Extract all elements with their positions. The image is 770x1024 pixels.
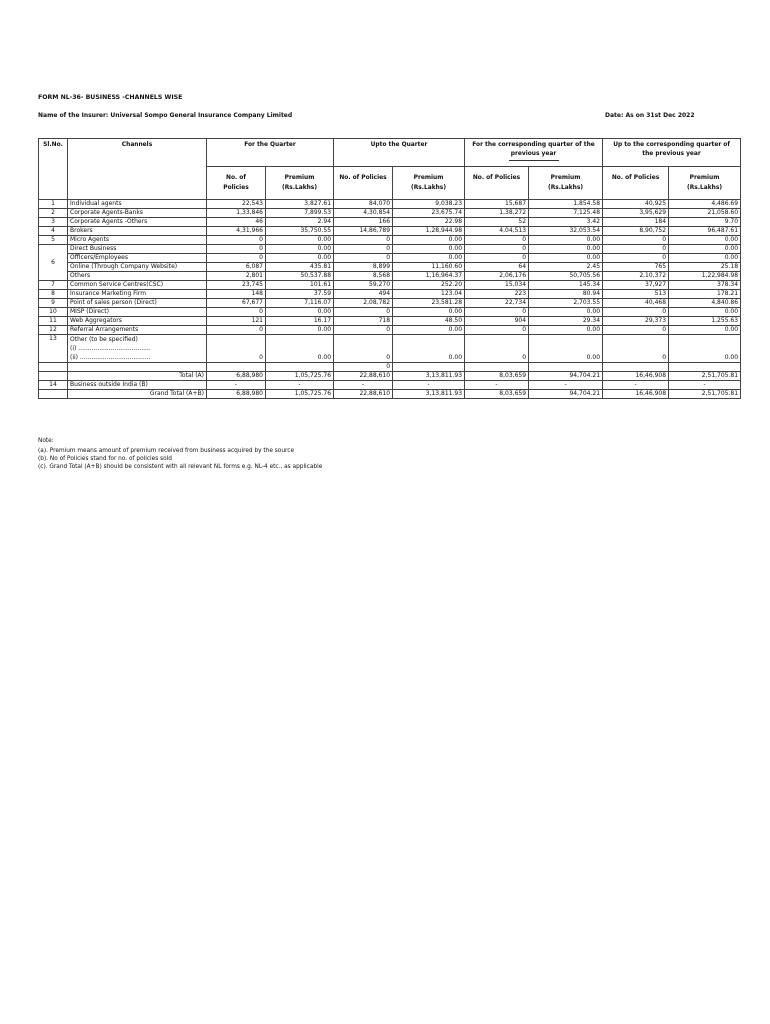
value-cell: 0 [465,326,529,335]
value-cell: 0.00 [669,308,741,317]
value-cell: 0.00 [529,254,603,263]
header-line: Premium [284,175,315,181]
sl-no-cell: 14 [39,381,68,390]
value-cell: 1,38,272 [465,209,529,218]
value-cell: 252.20 [393,281,465,290]
channel-cell: Insurance Marketing Firm [68,290,207,299]
table-row [39,263,741,272]
value-cell: 0.00 [393,236,465,245]
value-cell: 16,46,908 [603,372,669,381]
notes-heading: Note: [38,438,54,444]
sl-no-cell: 1 [39,200,68,209]
value-cell [465,363,529,372]
value-cell: 22,543 [207,200,266,209]
value-cell: 435.81 [266,263,334,272]
value-cell: 0 [603,254,669,263]
value-cell: 22,734 [465,299,529,308]
sl-no-cell: 13 [39,335,68,363]
value-cell: 0.00 [529,335,603,363]
premium-header [529,167,603,200]
value-cell: 0 [207,236,266,245]
value-cell: 0 [334,254,393,263]
group-title-line: For the corresponding quarter of the [472,142,595,148]
value-cell: 4,840.86 [669,299,741,308]
channel-cell: Others [68,272,207,281]
value-cell: 2.94 [266,218,334,227]
value-cell: 6,88,980 [207,390,266,399]
value-cell: 904 [465,317,529,326]
value-cell: 0.00 [266,254,334,263]
channel-cell [68,363,207,372]
value-cell: 15,687 [465,200,529,209]
value-cell: 0 [603,335,669,363]
value-cell: 0 [207,245,266,254]
value-cell: 48.50 [393,317,465,326]
value-cell: 3.42 [529,218,603,227]
total-a-row [39,372,741,381]
value-cell: 4,31,966 [207,227,266,236]
header-underline [509,160,559,161]
value-cell: 8,03,659 [465,372,529,381]
value-cell: 2,51,705.81 [669,372,741,381]
value-cell: 23,675.74 [393,209,465,218]
value-cell: 7,899.53 [266,209,334,218]
header-line: Premium [550,175,581,181]
channel-cell: Brokers [68,227,207,236]
value-cell: 94,704.21 [529,372,603,381]
channel-cell: Online (Through Company Website) [68,263,207,272]
value-cell: 0.00 [393,254,465,263]
value-cell: 25.18 [669,263,741,272]
channel-cell: Point of sales person (Direct) [68,299,207,308]
form-title: FORM NL-36- BUSINESS -CHANNELS WISE [38,94,183,101]
value-cell: 4,30,854 [334,209,393,218]
header-line: (Rs.Lakhs) [282,185,318,191]
channel-cell: Referral Arrangements [68,326,207,335]
value-cell: 23,745 [207,281,266,290]
table-row [39,308,741,317]
value-cell: 9,038.23 [393,200,465,209]
sl-no-cell [39,363,68,372]
value-cell: 0.00 [669,335,741,363]
sl-no-cell: 9 [39,299,68,308]
value-cell: 8,03,659 [465,390,529,399]
channel-cell: Micro Agents [68,236,207,245]
table-row [39,381,741,390]
sl-no-cell: 10 [39,308,68,317]
grand-total-label: Grand Total (A+B) [68,390,207,399]
value-cell: 3,95,629 [603,209,669,218]
value-cell [266,363,334,372]
premium-header [393,167,465,200]
value-cell: 145.34 [529,281,603,290]
value-cell: - [207,381,266,390]
value-cell: 8,899 [334,263,393,272]
value-cell: 0.00 [529,236,603,245]
header-line: No. of Policies [339,175,387,181]
header-line: (Rs.Lakhs) [687,185,723,191]
value-cell [207,363,266,372]
value-cell: 4,486.69 [669,200,741,209]
table-row [39,200,741,209]
value-cell: 22.98 [393,218,465,227]
value-cell: 0 [465,245,529,254]
channel-cell: Common Service Centres(CSC) [68,281,207,290]
value-cell: 35,750.55 [266,227,334,236]
value-cell: 22,88,610 [334,390,393,399]
channel-cell: Business outside India (B) [68,381,207,390]
value-cell: 0.00 [529,245,603,254]
value-cell: 0 [465,308,529,317]
group-title-line: For the Quarter [244,142,296,148]
value-cell: 1,255.63 [669,317,741,326]
table-row [39,363,741,372]
value-cell: 37,927 [603,281,669,290]
value-cell: 0.00 [393,308,465,317]
value-cell: 0 [207,335,266,363]
value-cell: 223 [465,290,529,299]
value-cell: 1,05,725.76 [266,372,334,381]
value-cell: 3,827.61 [266,200,334,209]
value-cell: - [334,381,393,390]
value-cell: 1,33,846 [207,209,266,218]
header-row-groups [39,139,741,167]
premium-header [669,167,741,200]
value-cell: 15,034 [465,281,529,290]
sl-no-cell [39,372,68,381]
value-cell: 2,51,705.81 [669,390,741,399]
value-cell: 6,88,980 [207,372,266,381]
value-cell: 40,468 [603,299,669,308]
channels-header: Channels [68,139,207,200]
value-cell: 101.61 [266,281,334,290]
table-row [39,218,741,227]
value-cell: 166 [334,218,393,227]
channel-line: (ii) ..................................... [70,354,151,361]
value-cell: 0 [465,236,529,245]
table-row [39,209,741,218]
value-cell: 718 [334,317,393,326]
grand-total-row [39,390,741,399]
for-the-quarter-header [207,139,334,167]
value-cell: 0 [603,308,669,317]
value-cell: 21,058.60 [669,209,741,218]
value-cell: 513 [603,290,669,299]
no-of-policies-header [603,167,669,200]
value-cell: 0 [334,308,393,317]
value-cell: 0.00 [669,236,741,245]
value-cell: - [393,381,465,390]
value-cell: 50,537.88 [266,272,334,281]
value-cell: 0.00 [669,245,741,254]
value-cell: 59,270 [334,281,393,290]
value-cell: 378.34 [669,281,741,290]
channel-cell: Individual agents [68,200,207,209]
value-cell: 40,925 [603,200,669,209]
value-cell: 1,28,944.98 [393,227,465,236]
table-row [39,236,741,245]
value-cell: 0.00 [669,326,741,335]
sl-no-cell: 3 [39,218,68,227]
total-label: Total (A) [68,372,207,381]
value-cell: 0.00 [266,326,334,335]
value-cell: 494 [334,290,393,299]
value-cell: 8,568 [334,272,393,281]
value-cell: 0 [334,363,393,372]
value-cell: 7,116.07 [266,299,334,308]
value-cell: 8,90,752 [603,227,669,236]
table-body [39,200,741,399]
upto-corresponding-quarter-previous-year-header [603,139,741,167]
table-row [39,335,741,363]
table-row [39,299,741,308]
channel-cell [68,335,207,363]
sl-no-cell [39,390,68,399]
no-of-policies-header [465,167,529,200]
value-cell: - [669,381,741,390]
note-item: (a). Premium means amount of premium received from business acquired by the source [38,448,295,454]
no-of-policies-header [334,167,393,200]
value-cell: 9.70 [669,218,741,227]
value-cell: 148 [207,290,266,299]
value-cell: 11,160.60 [393,263,465,272]
header-line: Premium [689,175,720,181]
value-cell: 23,581.28 [393,299,465,308]
channel-cell: Direct Business [68,245,207,254]
value-cell: 0 [603,245,669,254]
sl-no-cell: 4 [39,227,68,236]
insurer-name: Name of the Insurer: Universal Sompo General Insurance Company Limited [38,112,293,119]
value-cell: 0 [334,326,393,335]
value-cell: 1,22,984.98 [669,272,741,281]
value-cell: 0.00 [529,326,603,335]
no-of-policies-header [207,167,266,200]
value-cell: 84,070 [334,200,393,209]
header-line: No. of Policies [472,175,521,181]
value-cell: - [266,381,334,390]
channel-line: Other (to be specified) [70,336,138,343]
channel-cell: Corporate Agents -Others [68,218,207,227]
value-cell: 2,10,372 [603,272,669,281]
channel-cell: Corporate Agents-Banks [68,209,207,218]
value-cell: 14,86,789 [334,227,393,236]
value-cell: 52 [465,218,529,227]
value-cell [603,363,669,372]
value-cell: 0 [465,335,529,363]
upto-the-quarter-header [334,139,465,167]
value-cell: - [465,381,529,390]
value-cell: 0.00 [393,326,465,335]
value-cell: 7,125.48 [529,209,603,218]
channel-cell: MISP (Direct) [68,308,207,317]
value-cell: 46 [207,218,266,227]
header-line: No. of Policies [611,175,660,181]
table-row [39,281,741,290]
value-cell: 184 [603,218,669,227]
value-cell: 0 [334,236,393,245]
value-cell: 0.00 [266,308,334,317]
value-cell: 121 [207,317,266,326]
value-cell: 29,373 [603,317,669,326]
premium-header [266,167,334,200]
value-cell: 64 [465,263,529,272]
value-cell: 3,13,811.93 [393,372,465,381]
group-title-line: Upto the Quarter [370,142,428,148]
value-cell: 0.00 [393,335,465,363]
value-cell: 0 [334,245,393,254]
corresponding-quarter-previous-year-header [465,139,603,167]
value-cell [393,363,465,372]
value-cell: 94,704.21 [529,390,603,399]
value-cell: 0.00 [266,335,334,363]
value-cell: 37.59 [266,290,334,299]
sl-no-cell: 12 [39,326,68,335]
value-cell: 22,88,610 [334,372,393,381]
group-title-line: Up to the corresponding quarter of [613,142,730,148]
value-cell: 2.45 [529,263,603,272]
value-cell: 1,854.58 [529,200,603,209]
channel-cell: Web Aggregators [68,317,207,326]
value-cell [669,363,741,372]
value-cell: 2,703.55 [529,299,603,308]
table-row [39,317,741,326]
value-cell: - [603,381,669,390]
value-cell: 16,46,908 [603,390,669,399]
sl-no-cell: 7 [39,281,68,290]
value-cell: 67,677 [207,299,266,308]
notes-section [38,437,322,471]
channel-line: (i) ...................................... [70,345,151,352]
value-cell: 6,087 [207,263,266,272]
value-cell: 123.04 [393,290,465,299]
value-cell: 0 [465,254,529,263]
channels-table [38,138,741,399]
value-cell: 0.00 [529,308,603,317]
value-cell: 178.21 [669,290,741,299]
table-row [39,272,741,281]
table-row [39,290,741,299]
header-line: (Rs.Lakhs) [411,185,447,191]
group-title-line: previous year [510,151,557,157]
value-cell: 80.94 [529,290,603,299]
value-cell: 0.00 [266,236,334,245]
value-cell: 4,04,513 [465,227,529,236]
value-cell: 0.00 [266,245,334,254]
sl-no-cell: 6 [39,245,68,281]
table-row [39,326,741,335]
value-cell: 16.17 [266,317,334,326]
sl-no-header: Sl.No. [39,139,68,200]
header-line: (Rs.Lakhs) [548,185,584,191]
sl-no-cell: 2 [39,209,68,218]
value-cell: 50,705.56 [529,272,603,281]
value-cell: 0.00 [669,254,741,263]
value-cell: 3,13,811.93 [393,390,465,399]
table-header [39,139,741,200]
header-line: No. of [226,175,246,181]
value-cell: - [529,381,603,390]
value-cell: 29.34 [529,317,603,326]
value-cell: 765 [603,263,669,272]
value-cell: 1,05,725.76 [266,390,334,399]
table-row [39,254,741,263]
value-cell: 2,08,782 [334,299,393,308]
value-cell: 0 [334,335,393,363]
header-line: Premium [413,175,444,181]
sl-no-cell: 5 [39,236,68,245]
note-item: (b). No of Policies stand for no. of policies sold [38,456,172,462]
report-date: Date: As on 31st Dec 2022 [605,112,695,119]
value-cell: 32,053.54 [529,227,603,236]
note-item: (c). Grand Total (A+B) should be consistent with all relevant NL forms e.g. NL-4 etc., as applicable [38,464,323,470]
channel-cell: Officers/Employees [68,254,207,263]
value-cell: 0 [207,254,266,263]
header-line: Policies [223,185,249,191]
value-cell: 2,06,176 [465,272,529,281]
group-title-line: the previous year [642,151,701,157]
value-cell: 2,801 [207,272,266,281]
value-cell: 96,487.61 [669,227,741,236]
table-row [39,245,741,254]
sl-no-cell: 8 [39,290,68,299]
value-cell: 0 [207,326,266,335]
table-row [39,227,741,236]
value-cell: 1,16,964.37 [393,272,465,281]
value-cell: 0 [603,326,669,335]
value-cell: 0 [603,236,669,245]
value-cell: 0.00 [393,245,465,254]
value-cell [529,363,603,372]
sl-no-cell: 11 [39,317,68,326]
value-cell: 0 [207,308,266,317]
